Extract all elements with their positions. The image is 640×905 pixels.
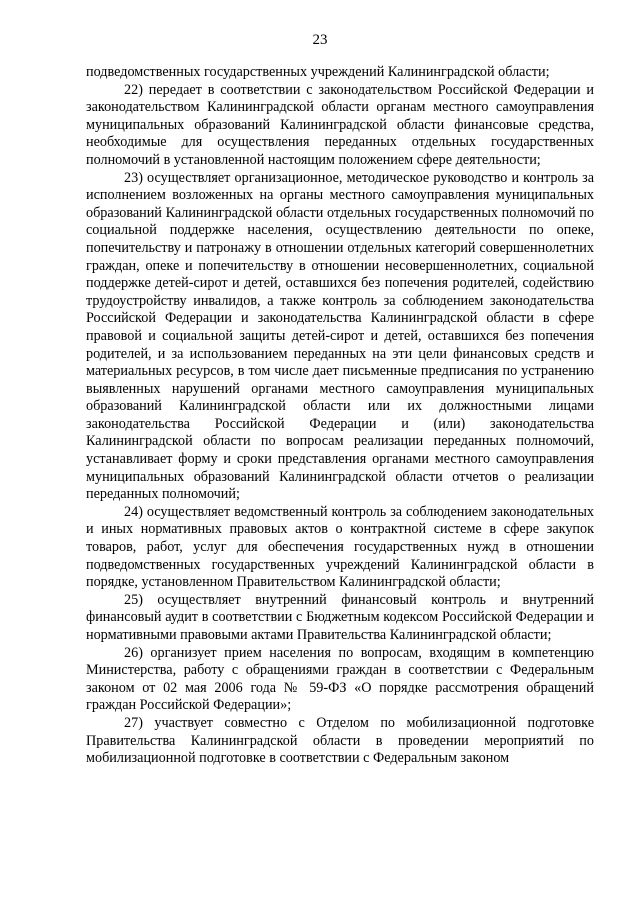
paragraph-continuation: подведомственных государственных учреждений Калининградской области; xyxy=(86,64,550,80)
document-body xyxy=(86,64,594,768)
paragraph-item-26: 26) организует прием населения по вопросам, входящим в компетенцию Министерства, работу с обращениями граждан в соответствии с Федеральным законом от 02 мая 2006 года № 59-ФЗ «О порядке рассмотрения обращений граждан Российской Федерации»; xyxy=(86,644,594,714)
page-number: 23 xyxy=(312,32,328,48)
paragraph-item-23: 23) осуществляет организационное, методическое руководство и контроль за исполнением возложенных на органы местного самоуправления муниципальных образований Калининградской области отдельных государственных полномочий по социальной поддержке населения, осуществлению деятельности по опеке, попечительству и патронажу в отношении отдельных категорий совершеннолетних граждан, опеке и попечительству в отношении несовершеннолетних, социальной поддержке детей-сирот и детей, оставшихся без попечения родителей, содействию трудоустройству инвалидов, а также контроль за соблюдением законодательства Российской Федерации и законодательства Калининградской области в сфере правовой и социальной защиты детей-сирот и детей, оставшихся без попечения родителей, и за использованием переданных на эти цели финансовых средств и материальных ресурсов, в том числе дает письменные предписания по устранению выявленных нарушений органами местного самоуправления муниципальных образований Калининградской области или их должностными лицами законодательства Российской Федерации и (или) законодательства Калининградской области по вопросам реализации переданных полномочий, устанавливает форму и сроки представления органами местного самоуправления муниципальных образований Калининградской области отчетов о реализации переданных полномочий; xyxy=(86,169,594,503)
paragraph-item-27: 27) участвует совместно с Отделом по мобилизационной подготовке Правительства Калининградской области в проведении мероприятий по мобилизационной подготовке в соответствии с Федеральным законом xyxy=(86,714,594,767)
paragraph-item-25: 25) осуществляет внутренний финансовый контроль и внутренний финансовый аудит в соответствии с Бюджетным кодексом Российской Федерации и нормативными правовыми актами Правительства Калининградской области; xyxy=(86,591,594,643)
paragraph-item-24: 24) осуществляет ведомственный контроль за соблюдением законодательных и иных нормативных правовых актов о контрактной системе в сфере закупок товаров, работ, услуг для обеспечения государственных нужд в отношении подведомственных государственных учреждений Калининградской области в порядке, установленном Правительством Калининградской области; xyxy=(86,503,594,591)
paragraph-item-22: 22) передает в соответствии с законодательством Российской Федерации и законодательством Калининградской области органам местного самоуправления муниципальных образований Калининградской области финансовые средства, необходимые для осуществления переданных отдельных государственных полномочий в установленной настоящим положением сфере деятельности; xyxy=(86,81,594,168)
